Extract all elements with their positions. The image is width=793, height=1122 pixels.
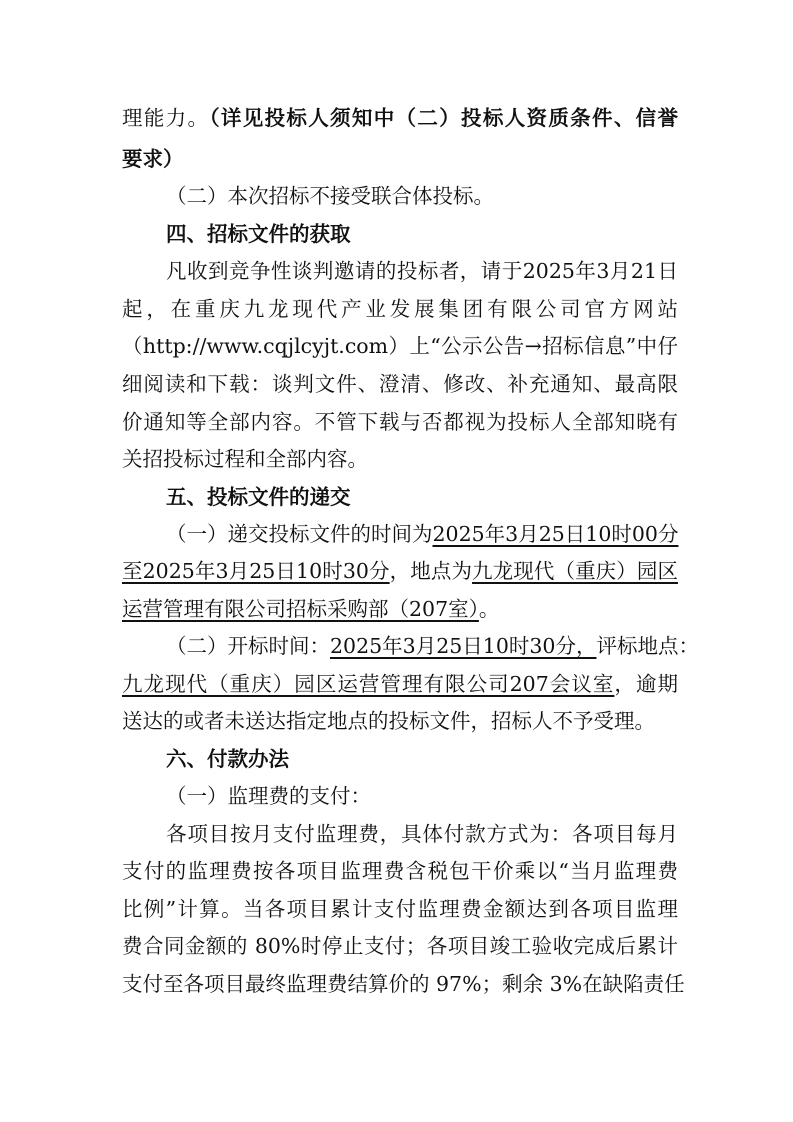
paragraph-line: 费合同金额的 80%时停止支付；各项目竣工验收完成后累计 [122, 934, 678, 958]
paragraph-line [122, 670, 678, 698]
paragraph-line [122, 557, 678, 585]
text-run: ，地点为 [389, 559, 473, 583]
paragraph-line [166, 632, 699, 660]
text-run: 理能力。 [122, 106, 210, 130]
paragraph-line: 细阅读和下载：谈判文件、澄清、修改、补充通知、最高限 [122, 372, 678, 396]
section-heading-4: 四、招标文件的获取 [166, 222, 351, 246]
paragraph-line: 送达的或者未送达指定地点的投标文件，招标人不予受理。 [122, 709, 655, 733]
underlined-text-run: 运营管理有限公司招标采购部（207室） [122, 597, 479, 621]
text-run: 。 [478, 597, 500, 621]
paragraph-line: 各项目按月支付监理费，具体付款方式为：各项目每月 [166, 822, 678, 846]
text-run: （二）开标时间： [166, 634, 330, 658]
text-run: ，逾期 [614, 672, 678, 696]
paragraph-line [122, 595, 678, 623]
paragraph-line: 支付的监理费按各项目监理费含税包干价乘以“当月监理费 [122, 859, 678, 883]
paragraph-line [122, 104, 678, 132]
underlined-text-run: 2025年3月25日10时00分 [432, 522, 679, 546]
paragraph-line: 支付至各项目最终监理费结算价的 97%；剩余 3%在缺陷责任 [122, 972, 685, 996]
paragraph-line [166, 520, 678, 548]
text-run: （一）递交投标文件的时间为 [166, 522, 433, 546]
paragraph-line: （二）本次招标不接受联合体投标。 [166, 184, 494, 208]
underlined-text-run: 至2025年3月25日10时30分 [122, 559, 390, 583]
paragraph-line: 凡收到竞争性谈判邀请的投标者，请于2025年3月21日 [166, 259, 678, 283]
paragraph-line: （http://www.cqjlcyjt.com）上“公示公告→招标信息”中仔 [122, 334, 678, 358]
paragraph-line: （一）监理费的支付： [166, 784, 371, 808]
text-run: 评标地点： [596, 634, 699, 658]
section-heading-5: 五、投标文件的递交 [166, 485, 351, 509]
paragraph-line: 价通知等全部内容。不管下载与否都视为投标人全部知晓有 [122, 410, 678, 434]
paragraph-line: 关招投标过程和全部内容。 [122, 447, 368, 471]
paragraph-line: 比例”计算。当各项目累计支付监理费金额达到各项目监理 [122, 897, 678, 921]
paragraph-line: 要求） [122, 147, 184, 171]
section-heading-6: 六、付款办法 [166, 747, 289, 771]
underlined-text-run: 九龙现代（重庆）园区 [472, 559, 678, 583]
underlined-text-run: 九龙现代（重庆）园区运营管理有限公司207会议室 [122, 672, 615, 696]
underlined-text-run: 2025年3月25日10时30分， [330, 634, 597, 658]
paragraph-line: 起，在重庆九龙现代产业发展集团有限公司官方网站 [122, 297, 678, 321]
bold-text-run: （详见投标人须知中（二）投标人资质条件、信誉 [209, 106, 679, 130]
